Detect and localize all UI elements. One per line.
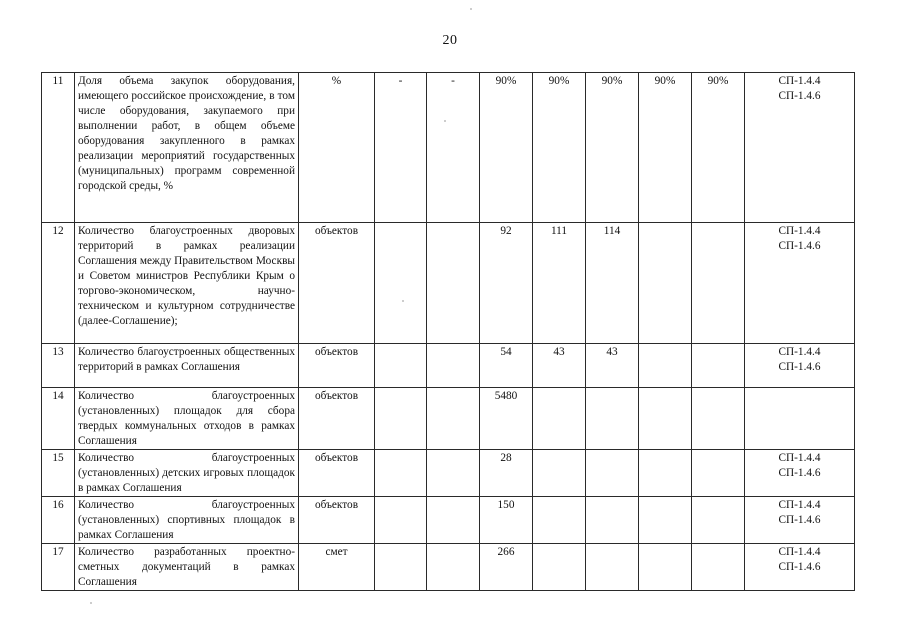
program-reference: СП-1.4.4 xyxy=(778,75,821,87)
value-cell xyxy=(692,544,745,591)
table-row xyxy=(42,497,855,544)
page-number: 20 xyxy=(442,33,458,48)
value-cell xyxy=(533,388,586,450)
program-reference-cell xyxy=(745,497,855,544)
unit-cell: объектов xyxy=(299,497,375,544)
program-reference: СП-1.4.6 xyxy=(778,514,821,526)
indicator-name-cell: Количество благоустроенных (установленных) площадок для сбора твердых коммунальных отходов в рамках Соглашения xyxy=(75,388,299,450)
value-cell xyxy=(692,344,745,388)
value-cell xyxy=(639,497,692,544)
unit-cell: объектов xyxy=(299,450,375,497)
row-number-cell: 13 xyxy=(42,344,75,388)
table-row xyxy=(42,544,855,591)
value-cell xyxy=(586,544,639,591)
indicators-table xyxy=(41,72,855,591)
value-cell xyxy=(427,497,480,544)
value-cell xyxy=(692,450,745,497)
row-number-cell: 14 xyxy=(42,388,75,450)
value-cell: 28 xyxy=(480,450,533,497)
program-reference: СП-1.4.4 xyxy=(778,452,821,464)
program-reference-cell xyxy=(745,223,855,344)
value-cell: 90% xyxy=(480,73,533,223)
scan-speck xyxy=(402,300,404,302)
value-cell xyxy=(639,344,692,388)
value-cell: 111 xyxy=(533,223,586,344)
value-cell xyxy=(375,223,427,344)
row-number-cell: 17 xyxy=(42,544,75,591)
value-cell: 43 xyxy=(533,344,586,388)
value-cell xyxy=(639,388,692,450)
value-cell xyxy=(427,450,480,497)
program-reference: СП-1.4.4 xyxy=(778,546,821,558)
value-cell xyxy=(375,388,427,450)
value-cell xyxy=(586,388,639,450)
value-cell xyxy=(639,450,692,497)
value-cell xyxy=(692,497,745,544)
program-reference: СП-1.4.6 xyxy=(778,240,821,252)
table-row xyxy=(42,450,855,497)
program-reference: СП-1.4.4 xyxy=(778,225,821,237)
program-reference-cell xyxy=(745,544,855,591)
value-cell xyxy=(533,450,586,497)
program-reference: СП-1.4.4 xyxy=(778,499,821,511)
value-cell xyxy=(639,223,692,344)
program-reference-cell xyxy=(745,73,855,223)
scan-speck xyxy=(444,120,446,122)
value-cell xyxy=(586,497,639,544)
unit-cell: объектов xyxy=(299,223,375,344)
value-cell: 90% xyxy=(586,73,639,223)
unit-cell: смет xyxy=(299,544,375,591)
row-number-cell: 15 xyxy=(42,450,75,497)
program-reference: СП-1.4.4 xyxy=(778,346,821,358)
program-reference: СП-1.4.6 xyxy=(778,467,821,479)
scan-speck xyxy=(90,602,92,604)
program-reference: СП-1.4.6 xyxy=(778,90,821,102)
value-cell: 150 xyxy=(480,497,533,544)
value-cell: 90% xyxy=(692,73,745,223)
unit-cell: % xyxy=(299,73,375,223)
value-cell: 266 xyxy=(480,544,533,591)
scan-speck xyxy=(470,8,472,10)
table-row xyxy=(42,73,855,223)
program-reference: СП-1.4.6 xyxy=(778,561,821,573)
row-number-cell: 11 xyxy=(42,73,75,223)
value-cell: 90% xyxy=(639,73,692,223)
table-row xyxy=(42,223,855,344)
value-cell xyxy=(427,388,480,450)
indicator-name-cell: Количество благоустроенных (установленных) спортивных площадок в рамках Соглашения xyxy=(75,497,299,544)
value-cell xyxy=(692,388,745,450)
value-cell: 54 xyxy=(480,344,533,388)
indicators-table-body xyxy=(42,73,855,591)
value-cell xyxy=(692,223,745,344)
value-cell: - xyxy=(375,73,427,223)
value-cell: 5480 xyxy=(480,388,533,450)
program-reference: СП-1.4.6 xyxy=(778,361,821,373)
value-cell xyxy=(427,544,480,591)
table-row xyxy=(42,388,855,450)
indicator-name-cell: Количество благоустроенных (установленных) детских игровых площадок в рамках Соглашения xyxy=(75,450,299,497)
value-cell xyxy=(533,544,586,591)
value-cell xyxy=(427,223,480,344)
unit-cell: объектов xyxy=(299,344,375,388)
program-reference-cell xyxy=(745,450,855,497)
value-cell: 114 xyxy=(586,223,639,344)
value-cell xyxy=(375,544,427,591)
program-reference-cell xyxy=(745,344,855,388)
value-cell: 90% xyxy=(533,73,586,223)
program-reference-cell xyxy=(745,388,855,450)
table-row xyxy=(42,344,855,388)
value-cell xyxy=(427,344,480,388)
value-cell xyxy=(586,450,639,497)
value-cell xyxy=(639,544,692,591)
value-cell: - xyxy=(427,73,480,223)
value-cell: 92 xyxy=(480,223,533,344)
value-cell xyxy=(375,497,427,544)
indicator-name-cell: Количество благоустроенных общественных территорий в рамках Соглашения xyxy=(75,344,299,388)
value-cell: 43 xyxy=(586,344,639,388)
unit-cell: объектов xyxy=(299,388,375,450)
indicator-name-cell: Количество разработанных проектно-сметных документаций в рамках Соглашения xyxy=(75,544,299,591)
row-number-cell: 12 xyxy=(42,223,75,344)
row-number-cell: 16 xyxy=(42,497,75,544)
value-cell xyxy=(375,450,427,497)
value-cell xyxy=(533,497,586,544)
value-cell xyxy=(375,344,427,388)
indicator-name-cell: Количество благоустроенных дворовых территорий в рамках реализации Соглашения между Правительством Москвы и Советом министров Республики Крым о торгово-экономическом, научно-техническом и культурном сотрудничестве (далее-Соглашение); xyxy=(75,223,299,344)
indicator-name-cell: Доля объема закупок оборудования, имеющего российское происхождение, в том числе оборудования, закупаемого при выполнении работ, в общем объеме оборудования закупленного в рамках реализации мероприятий государственных (муниципальных) программ современной городской среды, % xyxy=(75,73,299,223)
